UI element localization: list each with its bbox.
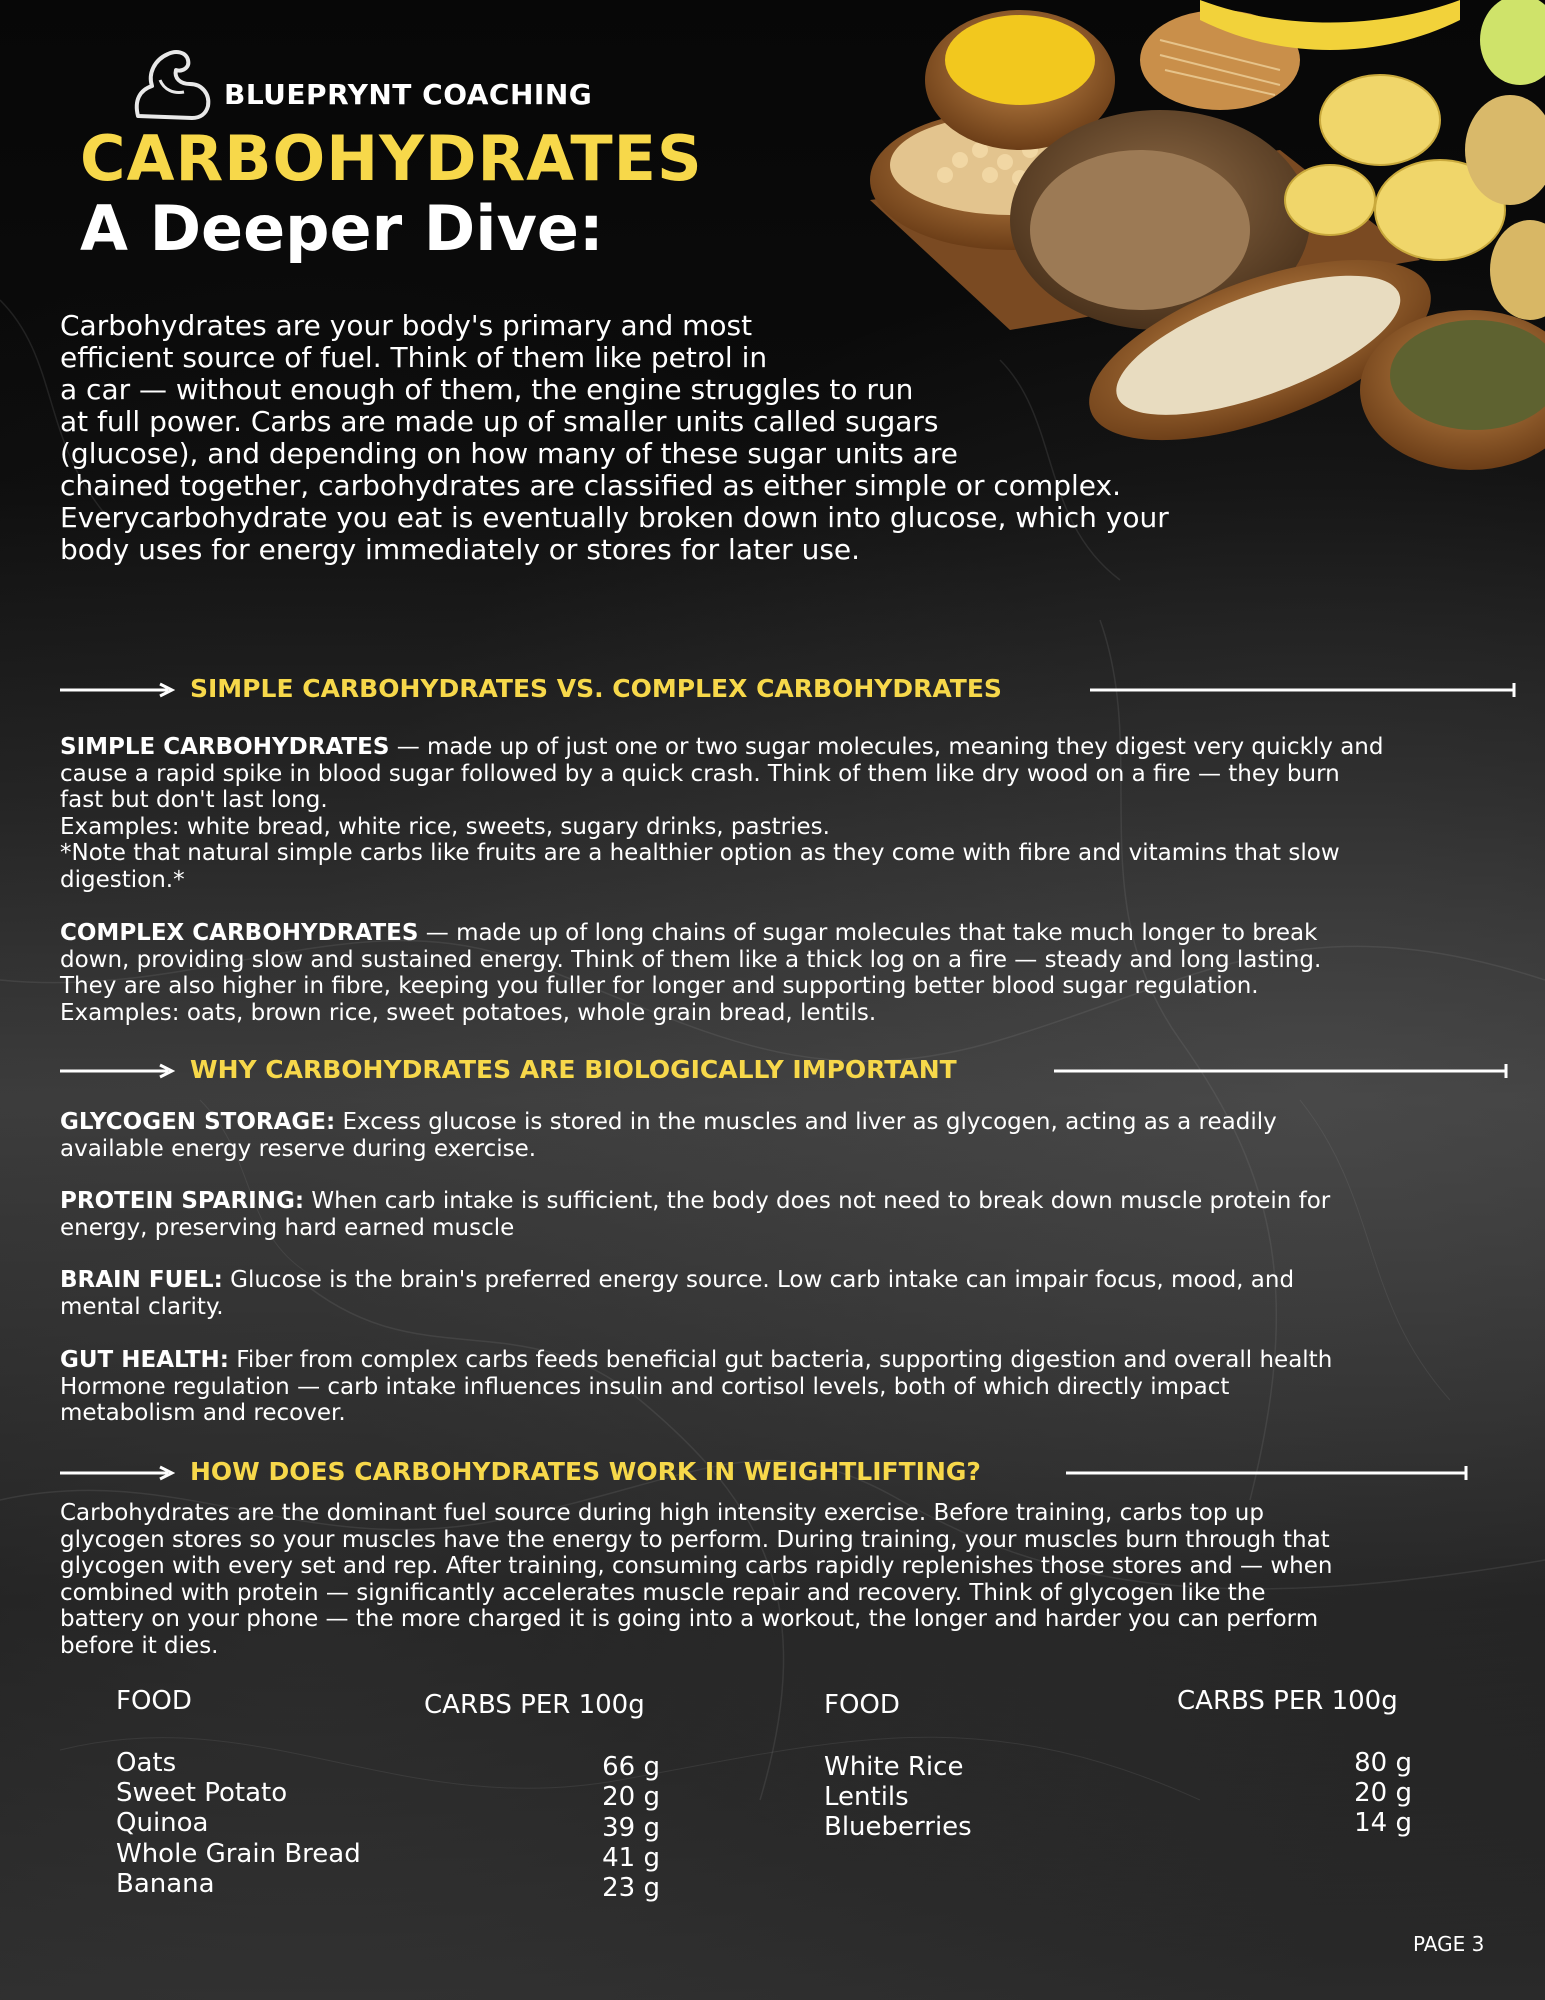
weightlifting-line: before it dies.: [60, 1632, 219, 1659]
food-item: Blueberries: [824, 1812, 972, 1842]
term-gut: GUT HEALTH:: [60, 1347, 229, 1373]
gut-text: Fiber from complex carbs feeds beneficial gut bacteria, supporting digestion and overall health: [229, 1347, 1333, 1373]
arrow-right-icon: [60, 682, 175, 698]
intro-line: (glucose), and depending on how many of these sugar units are: [60, 437, 958, 470]
carb-value: 39 g: [602, 1813, 660, 1843]
protein-paragraph: [60, 1188, 1460, 1241]
term-brain: BRAIN FUEL:: [60, 1267, 223, 1293]
carbs-header: CARBS PER 100g: [1177, 1686, 1398, 1716]
simple-text: — made up of just one or two sugar molecules, meaning they digest very quickly and: [389, 734, 1384, 760]
intro-line: body uses for energy immediately or stores for later use.: [60, 533, 861, 566]
carb-value: 23 g: [602, 1873, 660, 1903]
glycogen-paragraph: [60, 1109, 1460, 1162]
carb-value: 66 g: [602, 1752, 660, 1782]
complex-line: down, providing slow and sustained energy. Think of them like a thick log on a fire — steady and long lasting.: [60, 946, 1322, 973]
intro-line: at full power. Carbs are made up of smaller units called sugars: [60, 405, 939, 438]
term-glycogen: GLYCOGEN STORAGE:: [60, 1109, 336, 1135]
term-protein: PROTEIN SPARING:: [60, 1188, 305, 1214]
section-heading-biological: [60, 1055, 1460, 1089]
food-item: Quinoa: [116, 1808, 209, 1838]
gut-paragraph: [60, 1347, 1460, 1427]
intro-line: a car — without enough of them, the engine struggles to run: [60, 373, 914, 406]
brand-name: BLUEPRYNT COACHING: [224, 78, 593, 111]
gut-line: metabolism and recover.: [60, 1400, 346, 1426]
section-rule: [1066, 1465, 1470, 1481]
section-title: SIMPLE CARBOHYDRATES VS. COMPLEX CARBOHYDRATES: [190, 674, 1002, 703]
carb-value: 80 g: [1354, 1748, 1412, 1778]
weightlifting-line: glycogen stores so your muscles have the energy to perform. During training, your muscles burn through that: [60, 1526, 1330, 1553]
food-item: Lentils: [824, 1782, 909, 1812]
brain-line: mental clarity.: [60, 1293, 224, 1320]
section-rule: [1054, 1063, 1510, 1079]
complex-line: They are also higher in fibre, keeping you fuller for longer and supporting better blood sugar regulation.: [60, 973, 1259, 999]
section-title: HOW DOES CARBOHYDRATES WORK IN WEIGHTLIFTING?: [190, 1457, 981, 1486]
page-subtitle: A Deeper Dive:: [80, 192, 604, 265]
section-title: WHY CARBOHYDRATES ARE BIOLOGICALLY IMPORTANT: [190, 1055, 957, 1084]
weightlifting-line: glycogen with every set and rep. After training, consuming carbs rapidly replenishes those stores and — when: [60, 1553, 1333, 1579]
carb-value: 20 g: [602, 1782, 660, 1812]
arrow-right-icon: [60, 1063, 175, 1079]
food-header: FOOD: [824, 1690, 900, 1720]
glycogen-line: available energy reserve during exercise.: [60, 1135, 537, 1162]
weightlifting-line: combined with protein — significantly accelerates muscle repair and recovery. Think of glycogen like the: [60, 1579, 1266, 1606]
simple-line: fast but don't last long.: [60, 787, 328, 813]
brain-text: Glucose is the brain's preferred energy source. Low carb intake can impair focus, mood, and: [222, 1267, 1295, 1293]
protein-line: energy, preserving hard earned muscle: [60, 1214, 515, 1241]
intro-line: chained together, carbohydrates are classified as either simple or complex.: [60, 469, 1121, 502]
food-item: Banana: [116, 1869, 215, 1899]
weightlifting-line: battery on your phone — the more charged it is going into a workout, the longer and harder you can perform: [60, 1606, 1319, 1632]
section-heading-weightlifting: [60, 1457, 1460, 1491]
page-title: CARBOHYDRATES: [80, 122, 703, 195]
food-item: Sweet Potato: [116, 1778, 288, 1808]
section-rule: [1090, 682, 1518, 698]
simple-line: Examples: white bread, white rice, sweets, sugary drinks, pastries.: [60, 813, 830, 840]
glycogen-text: Excess glucose is stored in the muscles and liver as glycogen, acting as a readily: [335, 1109, 1277, 1135]
simple-carbs-paragraph: [60, 734, 1460, 893]
simple-line: cause a rapid spike in blood sugar followed by a quick crash. Think of them like dry wood on a fire — they burn: [60, 760, 1340, 787]
page-number: PAGE 3: [1413, 1932, 1485, 1956]
term-complex: COMPLEX CARBOHYDRATES: [60, 920, 419, 946]
term-simple: SIMPLE CARBOHYDRATES: [60, 734, 390, 760]
complex-carbs-paragraph: [60, 920, 1460, 1026]
section-heading-simple-vs-complex: [60, 674, 1460, 708]
intro-line: Carbohydrates are your body's primary and most: [60, 309, 753, 342]
intro-line: Everycarbohydrate you eat is eventually broken down into glucose, which your: [60, 501, 1169, 534]
food-item: White Rice: [824, 1752, 964, 1782]
food-header: FOOD: [116, 1686, 192, 1716]
brain-paragraph: [60, 1267, 1460, 1320]
carb-value: 20 g: [1354, 1778, 1412, 1808]
food-item: Oats: [116, 1748, 177, 1778]
carbs-header: CARBS PER 100g: [424, 1690, 645, 1720]
weightlifting-line: Carbohydrates are the dominant fuel source during high intensity exercise. Before training, carbs top up: [60, 1500, 1264, 1526]
carb-value: 41 g: [602, 1843, 660, 1873]
arrow-right-icon: [60, 1465, 175, 1481]
food-item: Whole Grain Bread: [116, 1839, 361, 1869]
simple-line: digestion.*: [60, 866, 185, 893]
complex-text: — made up of long chains of sugar molecules that take much longer to break: [418, 920, 1318, 946]
intro-line: efficient source of fuel. Think of them like petrol in: [60, 341, 768, 374]
gut-line: Hormone regulation — carb intake influences insulin and cortisol levels, both of which directly impact: [60, 1373, 1230, 1400]
flexed-arm-icon: [130, 40, 216, 120]
weightlifting-paragraph: [60, 1500, 1460, 1659]
complex-line: Examples: oats, brown rice, sweet potatoes, whole grain bread, lentils.: [60, 999, 877, 1026]
protein-text: When carb intake is sufficient, the body does not need to break down muscle protein for: [304, 1188, 1331, 1214]
intro-paragraph: [60, 310, 1260, 566]
carb-value: 14 g: [1354, 1808, 1412, 1838]
simple-line: *Note that natural simple carbs like fruits are a healthier option as they come with fibre and vitamins that slow: [60, 840, 1340, 866]
